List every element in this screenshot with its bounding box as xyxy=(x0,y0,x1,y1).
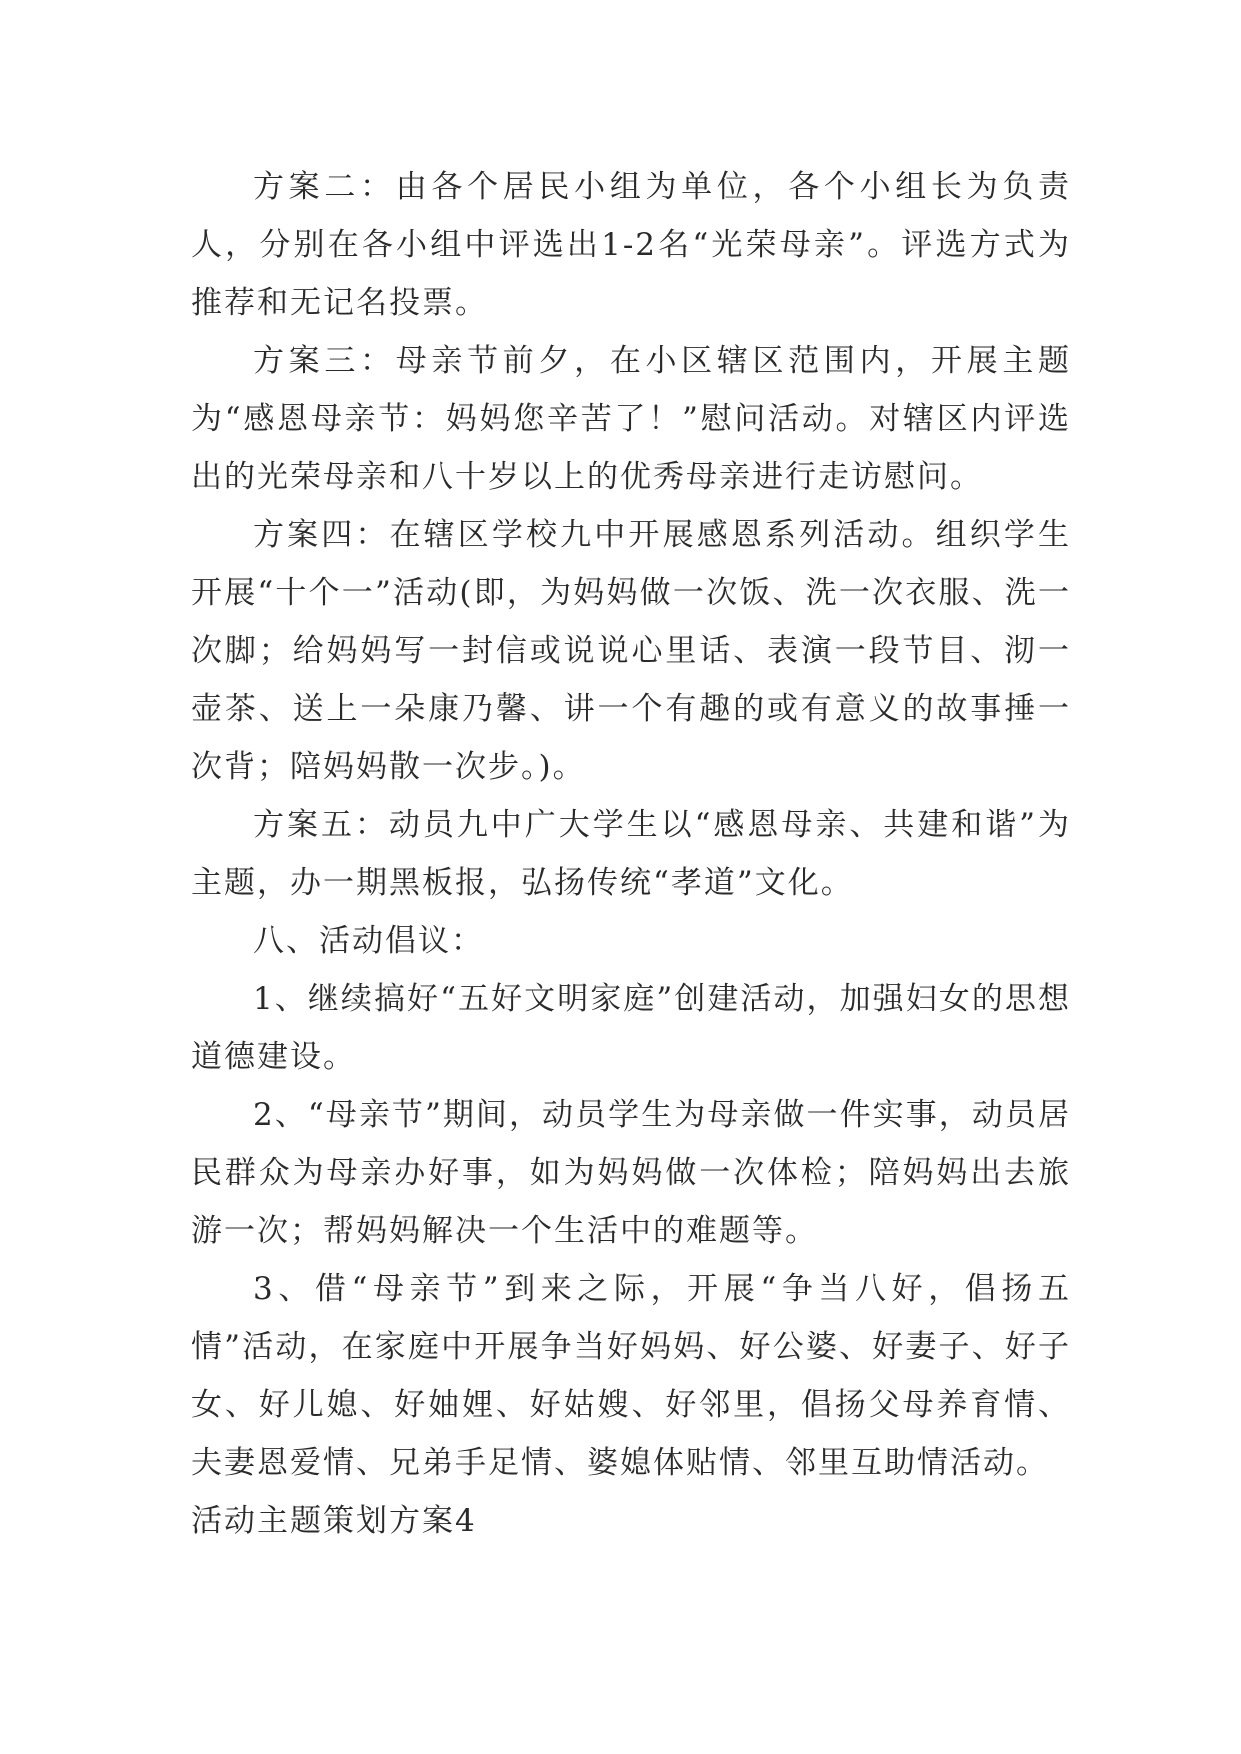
paragraph-plan-three: 方案三：母亲节前夕，在小区辖区范围内，开展主题为“感恩母亲节：妈妈您辛苦了！”慰问活动。对辖区内评选出的光荣母亲和八十岁以上的优秀母亲进行走访慰问。 xyxy=(191,343,1071,495)
proposal-item-1: 1、继续搞好“五好文明家庭”创建活动，加强妇女的思想道德建设。 xyxy=(191,981,1071,1075)
proposal-item-3: 3、借“母亲节”到来之际，开展“争当八好，倡扬五情”活动，在家庭中开展争当好妈妈、好公婆、好妻子、好子女、好儿媳、好妯娌、好姑嫂、好邻里，倡扬父母养育情、夫妻恩爱情、兄弟手足情、婆媳体贴情、邻里互助情活动。 xyxy=(191,1271,1071,1481)
paragraph-plan-four: 方案四：在辖区学校九中开展感恩系列活动。组织学生开展“十个一”活动(即，为妈妈做一次饭、洗一次衣服、洗一次脚；给妈妈写一封信或说说心里话、表演一段节目、沏一壶茶、送上一朵康乃馨、讲一个有趣的或有意义的故事捶一次背；陪妈妈散一次步。)。 xyxy=(191,517,1071,785)
section-title: 活动主题策划方案4 xyxy=(191,1503,477,1539)
document-body xyxy=(191,158,1071,1550)
paragraph-plan-two: 方案二：由各个居民小组为单位，各个小组长为负责人，分别在各小组中评选出1-2名“光荣母亲”。评选方式为推荐和无记名投票。 xyxy=(191,169,1071,321)
section-heading-activity-proposal: 八、活动倡议： xyxy=(253,923,484,959)
paragraph-plan-five: 方案五：动员九中广大学生以“感恩母亲、共建和谐”为主题，办一期黑板报，弘扬传统“孝道”文化。 xyxy=(191,807,1071,901)
proposal-item-2: 2、“母亲节”期间，动员学生为母亲做一件实事，动员居民群众为母亲办好事，如为妈妈做一次体检；陪妈妈出去旅游一次；帮妈妈解决一个生活中的难题等。 xyxy=(191,1097,1071,1249)
